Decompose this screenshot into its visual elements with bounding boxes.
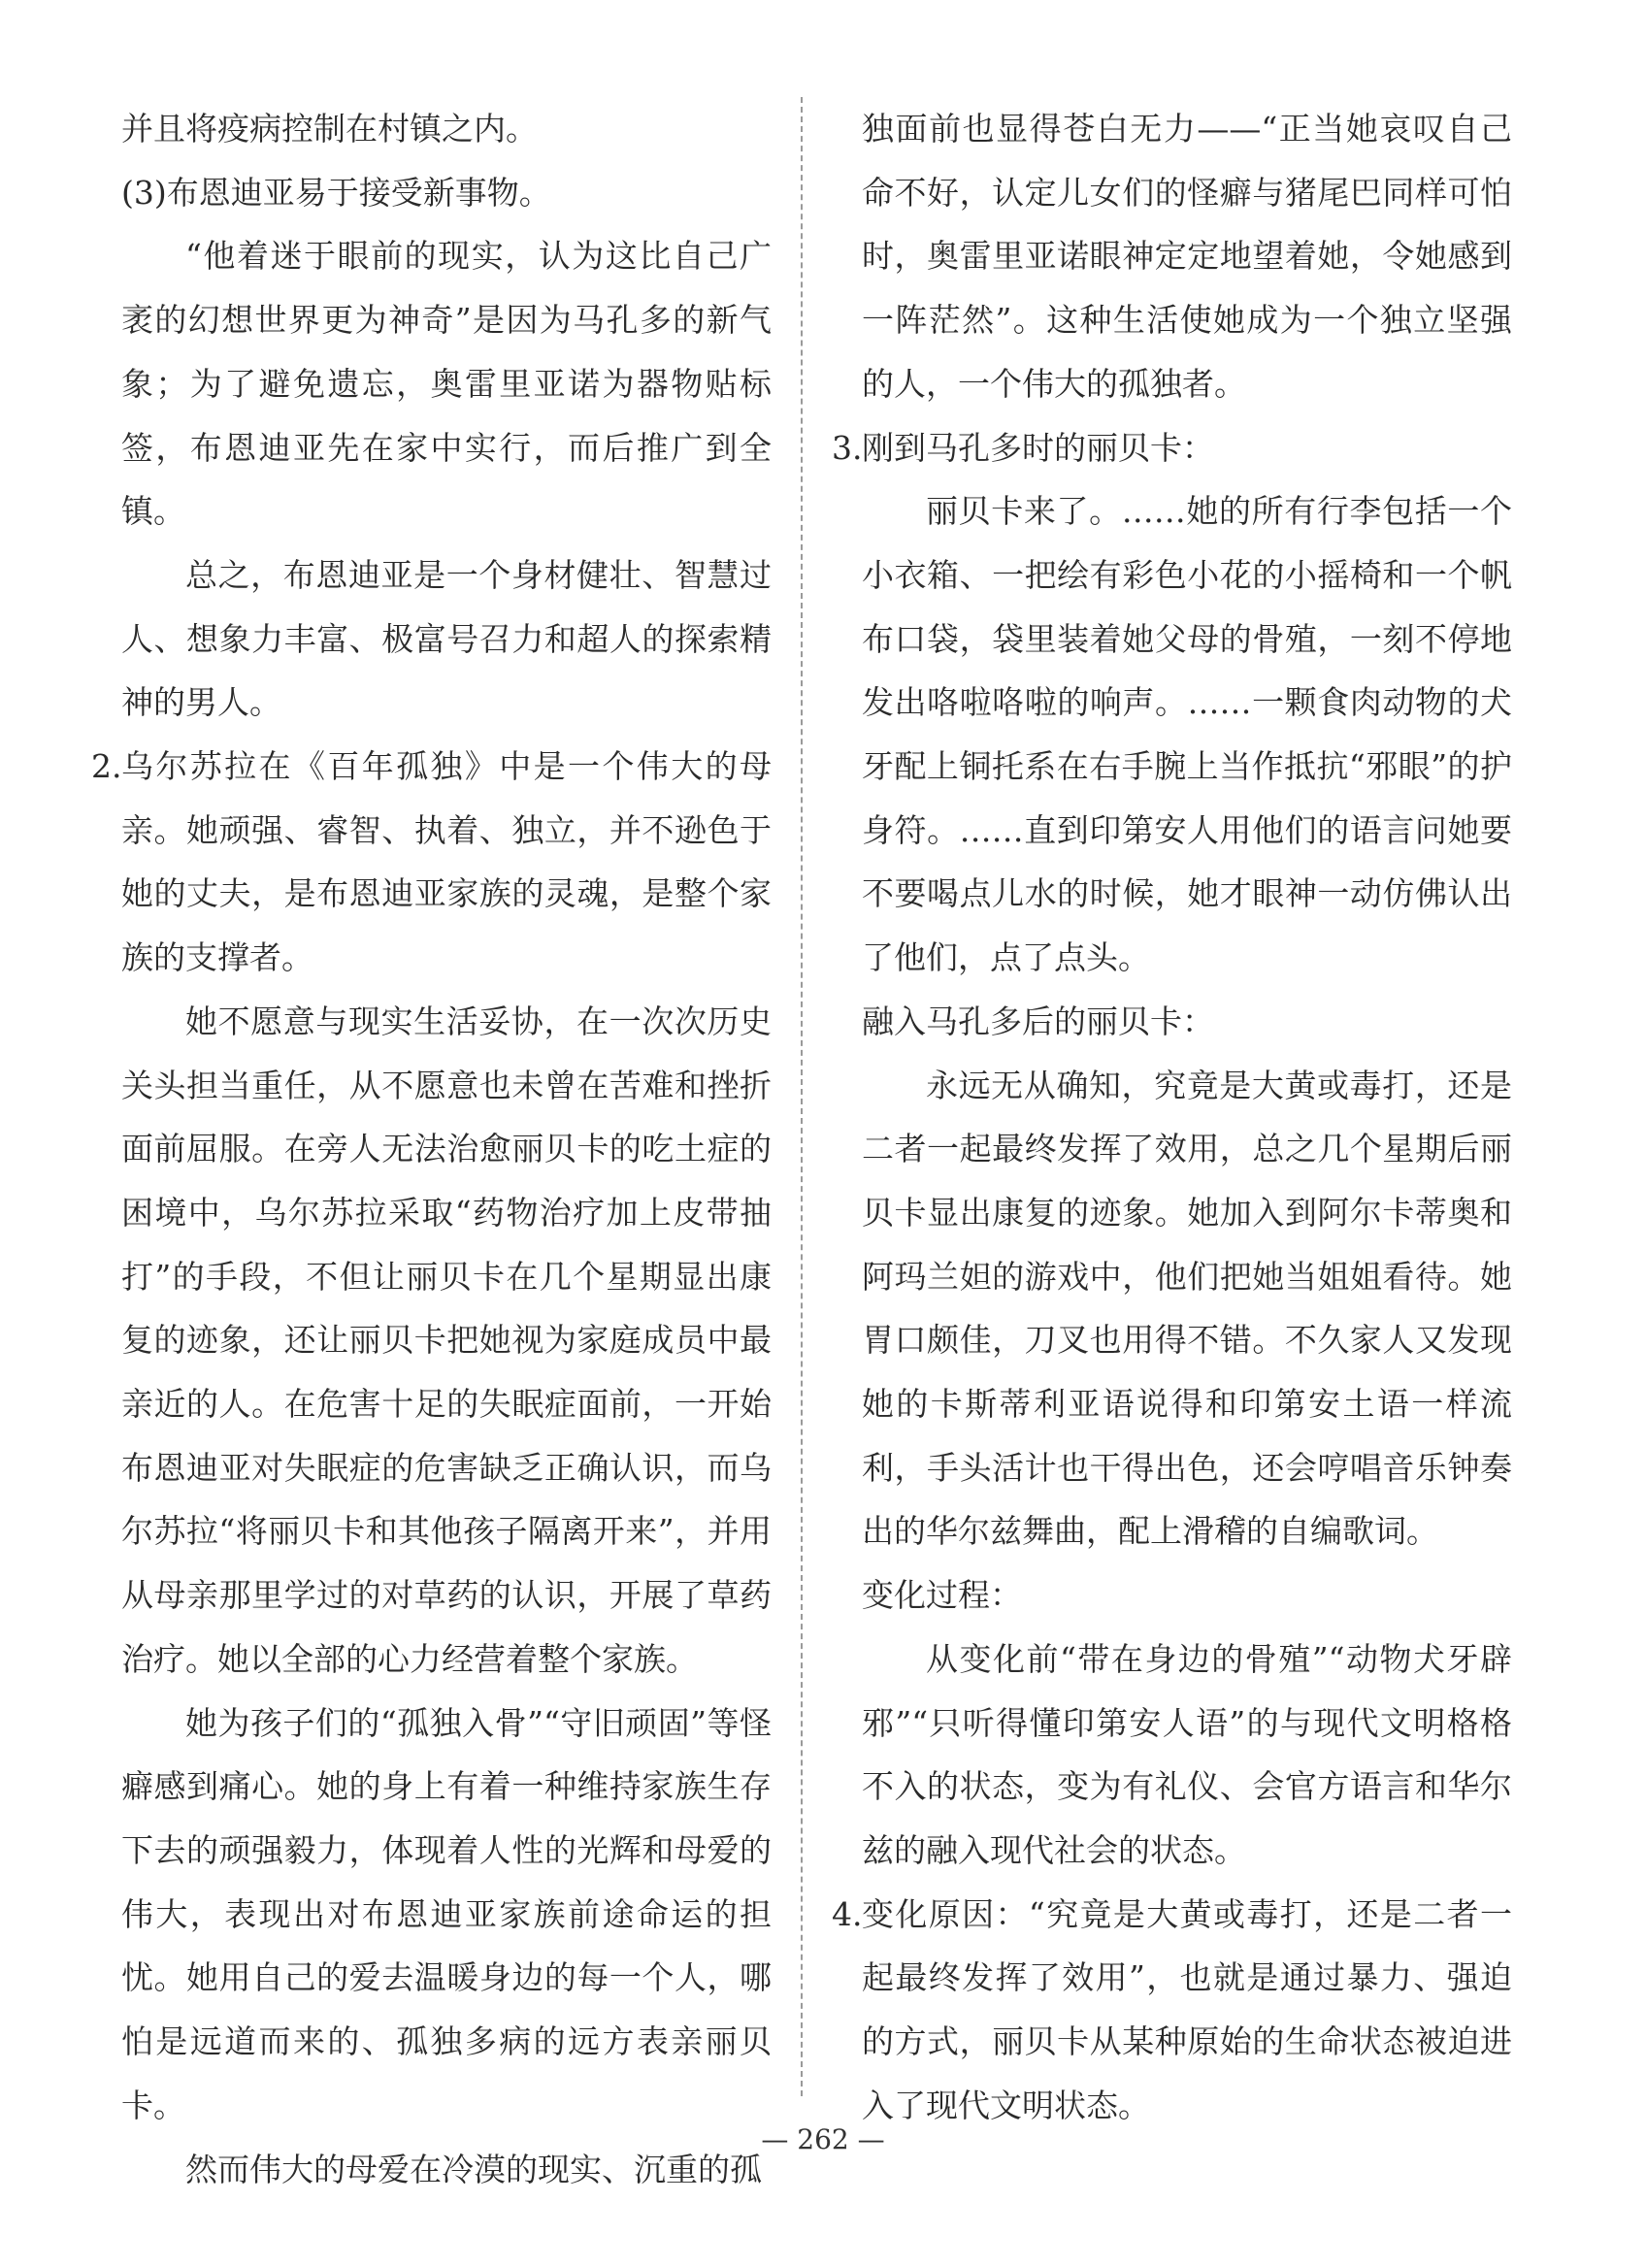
paragraph: 她不愿意与现实生活妥协，在一次次历史关头担当重任，从不愿意也未曾在苦难和挫折面前屈服。在旁人无法治愈丽贝卡的吃土症的困境中，乌尔苏拉采取“药物治疗加上皮带抽打”的手段，不但让丽贝卡在几个星期显出康复的迹象，还让丽贝卡把她视为家庭成员中最亲近的人。在危害十足的失眠症面前，一开始布恩迪亚对失眠症的危害缺乏正确认识，而乌尔苏拉“将丽贝卡和其他孩子隔离开来”，并用从母亲那里学过的对草药的认识，开展了草药治疗。她以全部的心力经营着整个家族。 — [121, 1002, 772, 1678]
left-column — [91, 97, 772, 2201]
numbered-item-4 — [832, 1883, 1512, 2138]
item-text: 乌尔苏拉在《百年孤独》中是一个伟大的母亲。她顽强、睿智、执着、独立，并不逊色于她的丈夫，是布恩迪亚家族的灵魂，是整个家族的支撑者。 — [121, 747, 772, 977]
paragraph: 从变化前“带在身边的骨殖”“动物犬牙辟邪”“只听得懂印第安人语”的与现代文明格格不入的状态，变为有礼仪、会官方语言和华尔兹的融入现代社会的状态。 — [862, 1639, 1512, 1869]
subheading: 融入马孔多后的丽贝卡： — [862, 1002, 1214, 1040]
subheading: 变化过程： — [862, 1576, 1022, 1615]
paragraph: 丽贝卡来了。……她的所有行李包括一个小衣箱、一把绘有彩色小花的小摇椅和一个帆布口袋，袋里装着她父母的骨殖，一刻不停地发出咯啦咯啦的响声。……一颗食肉动物的犬牙配上铜托系在右手腕上当作抵抗“邪眼”的护身符。……直到印第安人用他们的语言问她要不要喝点儿水的时候，她才眼神一动仿佛认出了他们，点了点头。 — [862, 492, 1512, 977]
numbered-item-3 — [832, 416, 1512, 480]
paragraph: 并且将疫病控制在村镇之内。 — [121, 110, 538, 148]
numbered-item-2 — [91, 735, 772, 990]
item-number: 3. — [832, 428, 863, 467]
paragraph: 然而伟大的母爱在冷漠的现实、沉重的孤 — [185, 2150, 762, 2188]
paragraph: “他着迷于眼前的现实，认为这比自己广袤的幻想世界更为神奇”是因为马孔多的新气象；为了避免遗忘，奥雷里亚诺为器物贴标签，布恩迪亚先在家中实行，而后推广到全镇。 — [121, 237, 772, 531]
item-number: 2. — [91, 747, 122, 786]
page-number: — 262 — — [761, 2123, 885, 2155]
paragraph: 独面前也显得苍白无力——“正当她哀叹自己命不好，认定儿女们的怪癖与猪尾巴同样可怕时，奥雷里亚诺眼神定定地望着她，令她感到一阵茫然”。这种生活使她成为一个独立坚强的人，一个伟大的孤独者。 — [862, 110, 1512, 403]
paragraph: 永远无从确知，究竟是大黄或毒打，还是二者一起最终发挥了效用，总之几个星期后丽贝卡显出康复的迹象。她加入到阿尔卡蒂奥和阿玛兰妲的游戏中，他们把她当姐姐看待。她胃口颇佳，刀叉也用得不错。不久家人又发现她的卡斯蒂利亚语说得和印第安土语一样流利，手头活计也干得出色，还会哼唱音乐钟奏出的华尔兹舞曲，配上滑稽的自编歌词。 — [862, 1066, 1512, 1551]
item-number: 4. — [832, 1894, 863, 1933]
item-text: 刚到马孔多时的丽贝卡： — [862, 428, 1214, 467]
right-column — [832, 97, 1512, 2138]
paragraph: 她为孩子们的“孤独入骨”“守旧顽固”等怪癖感到痛心。她的身上有着一种维持家族生存下去的顽强毅力，体现着人性的光辉和母爱的伟大，表现出对布恩迪亚家族前途命运的担忧。她用自己的爱去温暖身边的每一个人，哪怕是远道而来的、孤独多病的远方表亲丽贝卡。 — [121, 1703, 772, 2124]
subheading: (3)布恩迪亚易于接受新事物。 — [121, 173, 551, 212]
item-text: 变化原因：“究竟是大黄或毒打，还是二者一起最终发挥了效用”，也就是通过暴力、强迫的方式，丽贝卡从某种原始的生命状态被迫进入了现代文明状态。 — [862, 1894, 1512, 2124]
paragraph: 总之，布恩迪亚是一个身材健壮、智慧过人、想象力丰富、极富号召力和超人的探索精神的男人。 — [121, 555, 772, 722]
column-divider — [801, 97, 803, 2096]
